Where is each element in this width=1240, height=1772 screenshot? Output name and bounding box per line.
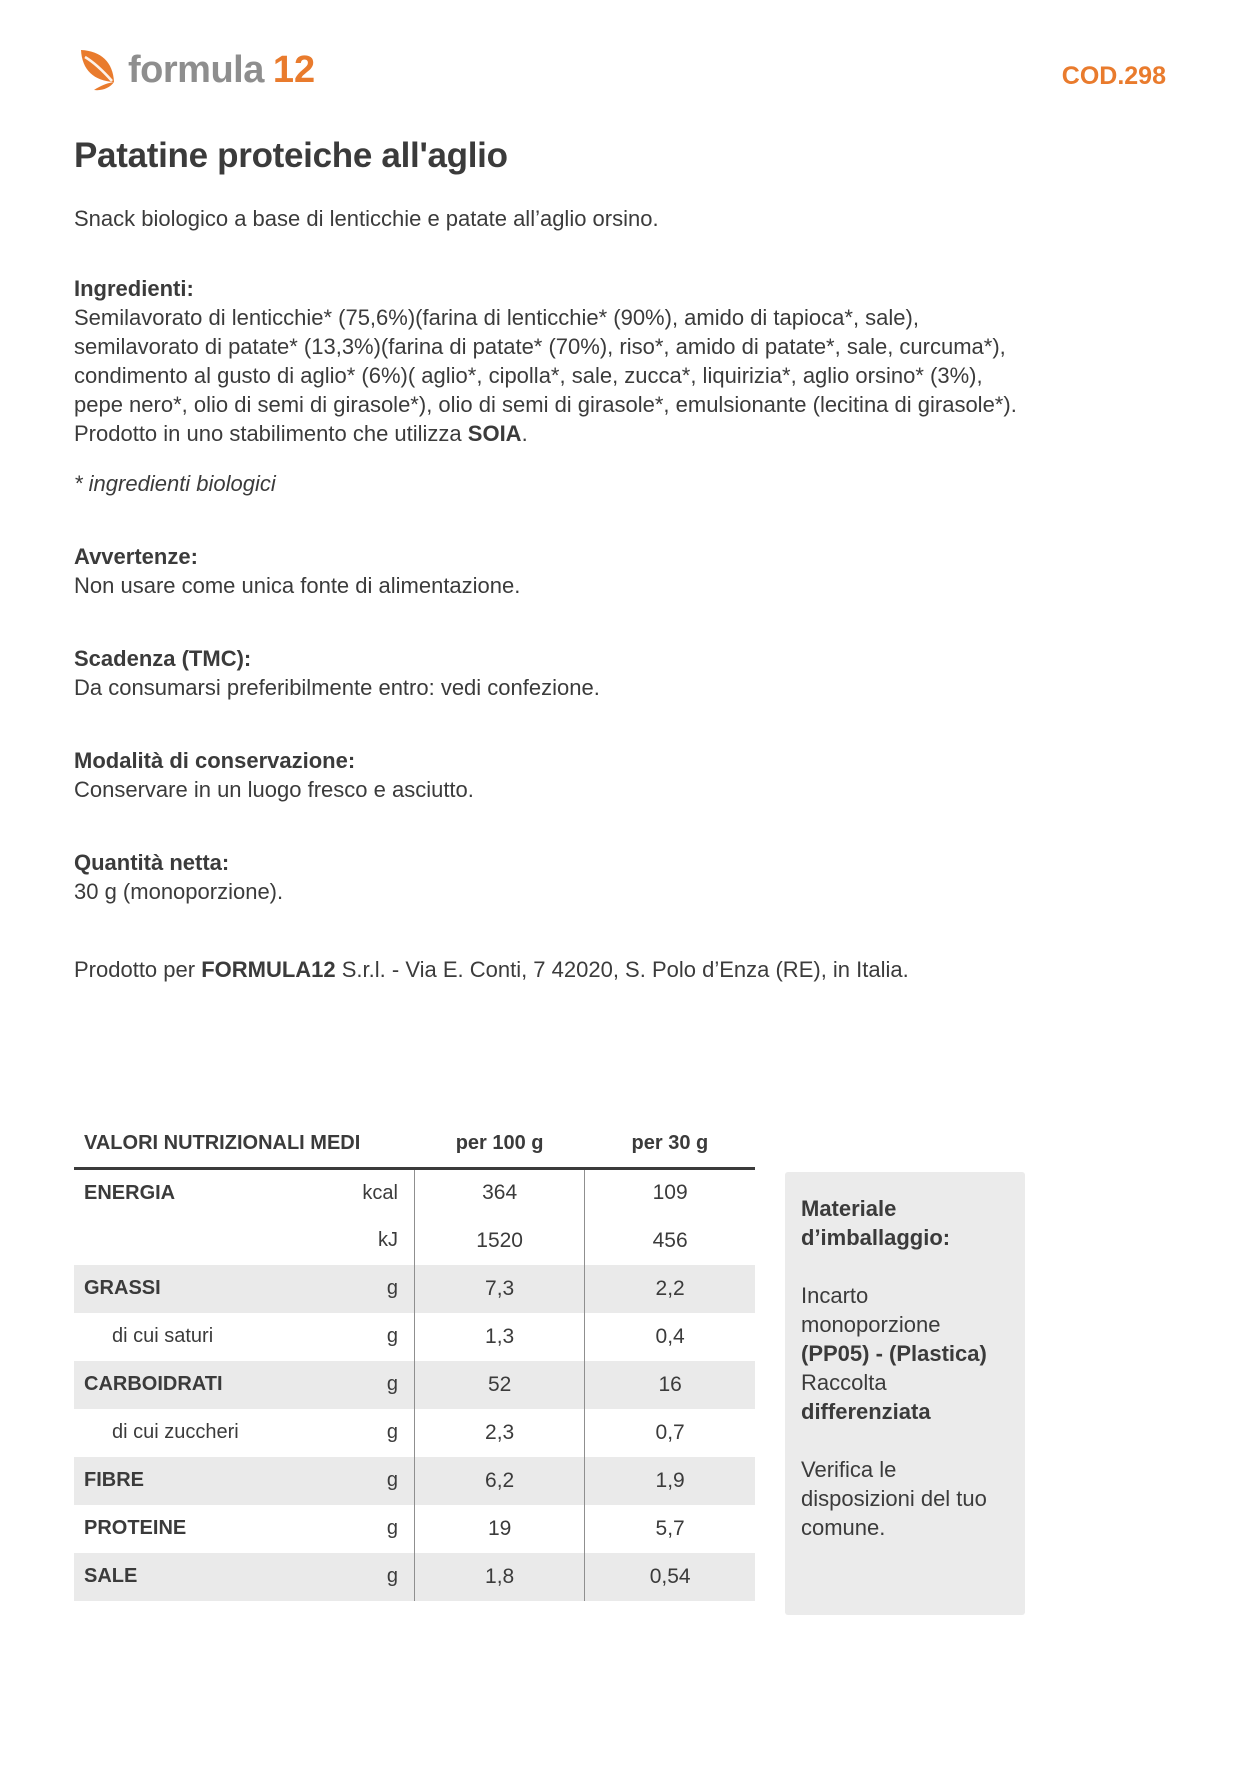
producer-prefix: Prodotto per [74,957,202,982]
expiry-body: Da consumarsi preferibilmente entro: vedi confezione. [74,675,600,700]
logo-number: 12 [272,48,316,91]
warnings-body: Non usare come unica fonte di alimentazione. [74,573,521,598]
row-unit: g [386,1517,398,1539]
row-value-100g: 1,8 [415,1553,585,1601]
row-unit: g [244,1265,414,1313]
row-unit: g [386,1421,398,1443]
row-value-30g: 0,54 [585,1553,755,1601]
header [74,46,1166,94]
table-row-proteine [74,1505,755,1553]
row-value-30g: 1,9 [585,1457,755,1505]
row-label: CARBOIDRATI [74,1361,244,1409]
table-row-saturi [74,1313,755,1361]
expiry-heading: Scadenza (TMC): [74,646,252,671]
packaging-box [785,1172,1025,1615]
row-value-30g: 109 [585,1169,755,1217]
organic-note: * ingredienti biologici [74,471,276,496]
column-per-100g: per 100 g [415,1132,585,1169]
row-unit: g [244,1457,414,1505]
packaging-material-code: (PP05) - (Plastica) [801,1341,987,1366]
packaging-heading: Materiale d’imballaggio: [801,1196,951,1250]
nutrition-table-header [74,1132,755,1169]
row-label: PROTEINE [84,1517,187,1539]
row-value-100g: 7,3 [415,1265,585,1313]
product-subtitle: Snack biologico a base di lenticchie e patate all’aglio orsino. [74,206,659,231]
table-row-energia-kcal [74,1169,755,1217]
packaging-body [801,1281,1010,1426]
facility-statement: Prodotto in uno stabilimento che utilizza [74,421,468,446]
table-row-energia-kj [74,1217,755,1265]
producer-line [74,955,1166,984]
row-value-100g: 364 [415,1169,585,1217]
row-value-100g: 1520 [415,1217,585,1265]
storage-heading: Modalità di conservazione: [74,748,356,773]
row-label [74,1217,244,1265]
row-value-30g: 2,2 [585,1265,755,1313]
net-quantity-body: 30 g (monoporzione). [74,879,284,904]
nutrition-title: VALORI NUTRIZIONALI MEDI [74,1132,415,1169]
packaging-note: Verifica le disposizioni del tuo comune. [801,1457,987,1540]
row-value-100g: 2,3 [415,1409,585,1457]
ingredients-heading: Ingredienti: [74,276,194,301]
storage-body: Conservare in un luogo fresco e asciutto. [74,777,474,802]
row-label: GRASSI [74,1265,244,1313]
row-unit: g [244,1361,414,1409]
row-value-100g: 6,2 [415,1457,585,1505]
table-row-carboidrati [74,1361,755,1409]
column-per-30g: per 30 g [585,1132,755,1169]
warnings-heading: Avvertenze: [74,544,198,569]
allergen-soy: SOIA [467,421,522,446]
row-value-30g: 0,7 [585,1409,755,1457]
ingredients-body [74,303,1024,448]
brand-logo [74,46,315,94]
logo-word: formula [128,48,264,91]
row-value-30g: 0,4 [585,1313,755,1361]
row-value-30g: 16 [585,1361,755,1409]
table-row-fibre [74,1457,755,1505]
row-label: di cui zuccheri [112,1421,239,1443]
row-unit: g [386,1325,398,1347]
row-value-100g: 19 [415,1505,585,1553]
packaging-text-2: Raccolta [801,1370,887,1395]
leaf-icon [74,46,120,94]
product-code: COD.298 [1061,62,1166,90]
row-value-30g: 456 [585,1217,755,1265]
table-row-zuccheri [74,1409,755,1457]
nutrition-table [74,1132,755,1601]
row-label: di cui saturi [112,1325,214,1347]
row-value-30g: 5,7 [585,1505,755,1553]
row-unit: kJ [378,1229,398,1251]
packaging-text-1: Incarto monoporzione [801,1283,941,1337]
table-row-sale [74,1553,755,1601]
net-quantity-heading: Quantità netta: [74,850,230,875]
row-label: ENERGIA [84,1181,176,1204]
row-value-100g: 1,3 [415,1313,585,1361]
row-label: SALE [74,1553,244,1601]
page-title: Patatine proteiche all'aglio [74,136,508,175]
row-unit: kcal [362,1181,398,1204]
bottom-area [74,1132,1166,1615]
row-unit: g [244,1553,414,1601]
producer-brand: FORMULA12 [201,957,336,982]
table-row-grassi [74,1265,755,1313]
row-value-100g: 52 [415,1361,585,1409]
packaging-collection: differenziata [801,1399,931,1424]
facility-statement-end: . [521,421,528,446]
ingredients-text: Semilavorato di lenticchie* (75,6%)(farina di lenticchie* (90%), amido di tapioca*, sale), semilavorato di patate* (13,3%)(farina di patate* (70%), riso*, amido di patate*, sale, curcuma*), condimento al gusto di aglio* (6%)( aglio*, cipolla*, sale, zucca*, liquirizia*, aglio orsino* (3%), pepe nero*, olio di semi di girasole*), olio di semi di girasole*, emulsionante (lecitina di girasole*). [74,305,1017,417]
row-label: FIBRE [74,1457,244,1505]
producer-address: S.r.l. - Via E. Conti, 7 42020, S. Polo d’Enza (RE), in Italia. [335,957,909,982]
